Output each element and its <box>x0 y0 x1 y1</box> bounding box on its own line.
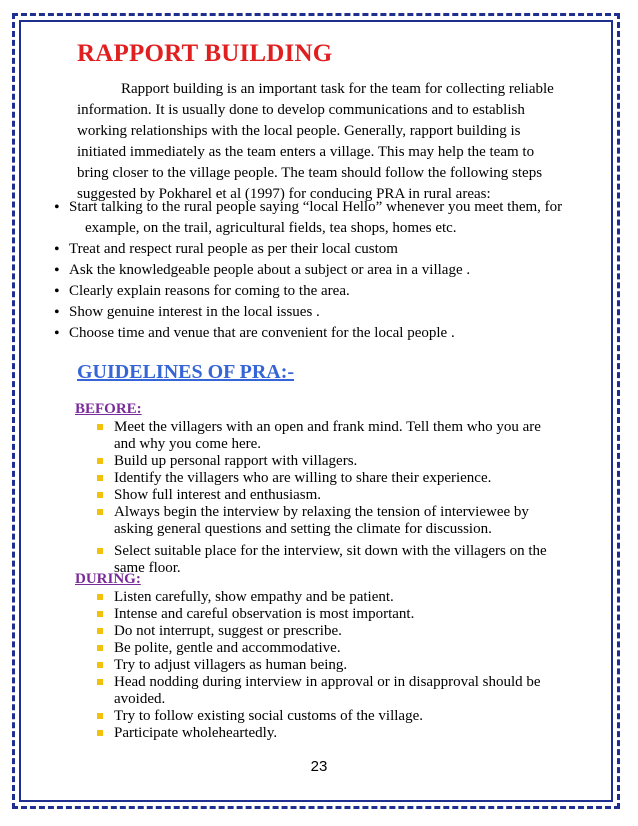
list-item: Head nodding during interview in approval or in disapproval should be avoided. <box>96 674 566 708</box>
list-item: • Choose time and venue that are convenient for the local people . <box>52 323 572 344</box>
list-item: Identify the villagers who are willing to share their experience. <box>96 470 566 487</box>
intro-paragraph <box>77 79 567 205</box>
during-label: DURING: <box>75 571 141 587</box>
list-item: Listen carefully, show empathy and be patient. <box>96 589 566 606</box>
intro-text: Rapport building is an important task for the team for collecting reliable information. It is usually done to develop communications and to establish working relationships with the local people. Generally, rapport building is initiated immediately as the team enters a village. This may help the team to bring closer to the village people. The team should follow the following steps suggested by Pokharel et al (1997) for conducing PRA in rural areas: <box>77 81 554 202</box>
list-item: Intense and careful observation is most important. <box>96 606 566 623</box>
page-title: RAPPORT BUILDING <box>77 40 333 67</box>
list-item: Be polite, gentle and accommodative. <box>96 640 566 657</box>
during-list <box>96 589 566 742</box>
list-item: Show full interest and enthusiasm. <box>96 487 566 504</box>
rapport-steps-list <box>52 197 572 344</box>
before-label: BEFORE: <box>75 401 142 417</box>
list-item: • Start talking to the rural people saying “local Hello” whenever you meet them, for example, on the trail, agricultural fields, tea shops, homes etc. <box>52 197 572 239</box>
list-item: Always begin the interview by relaxing the tension of interviewee by asking general questions and setting the climate for discussion. <box>96 504 566 538</box>
list-item: Select suitable place for the interview, sit down with the villagers on the same floor. <box>96 543 566 577</box>
list-item: • Show genuine interest in the local issues . <box>52 302 572 323</box>
list-item: • Clearly explain reasons for coming to the area. <box>52 281 572 302</box>
list-item: Participate wholeheartedly. <box>96 725 566 742</box>
list-item: Build up personal rapport with villagers. <box>96 453 566 470</box>
guidelines-heading: GUIDELINES OF PRA:- <box>77 361 295 383</box>
list-item: • Treat and respect rural people as per their local custom <box>52 239 572 260</box>
list-item: Meet the villagers with an open and frank mind. Tell them who you are and why you come here. <box>96 419 566 453</box>
list-item: Do not interrupt, suggest or prescribe. <box>96 623 566 640</box>
list-item: • Ask the knowledgeable people about a subject or area in a village . <box>52 260 572 281</box>
page-number: 23 <box>310 758 328 775</box>
list-item: Try to follow existing social customs of the village. <box>96 708 566 725</box>
before-list <box>96 419 566 577</box>
list-item: Try to adjust villagers as human being. <box>96 657 566 674</box>
